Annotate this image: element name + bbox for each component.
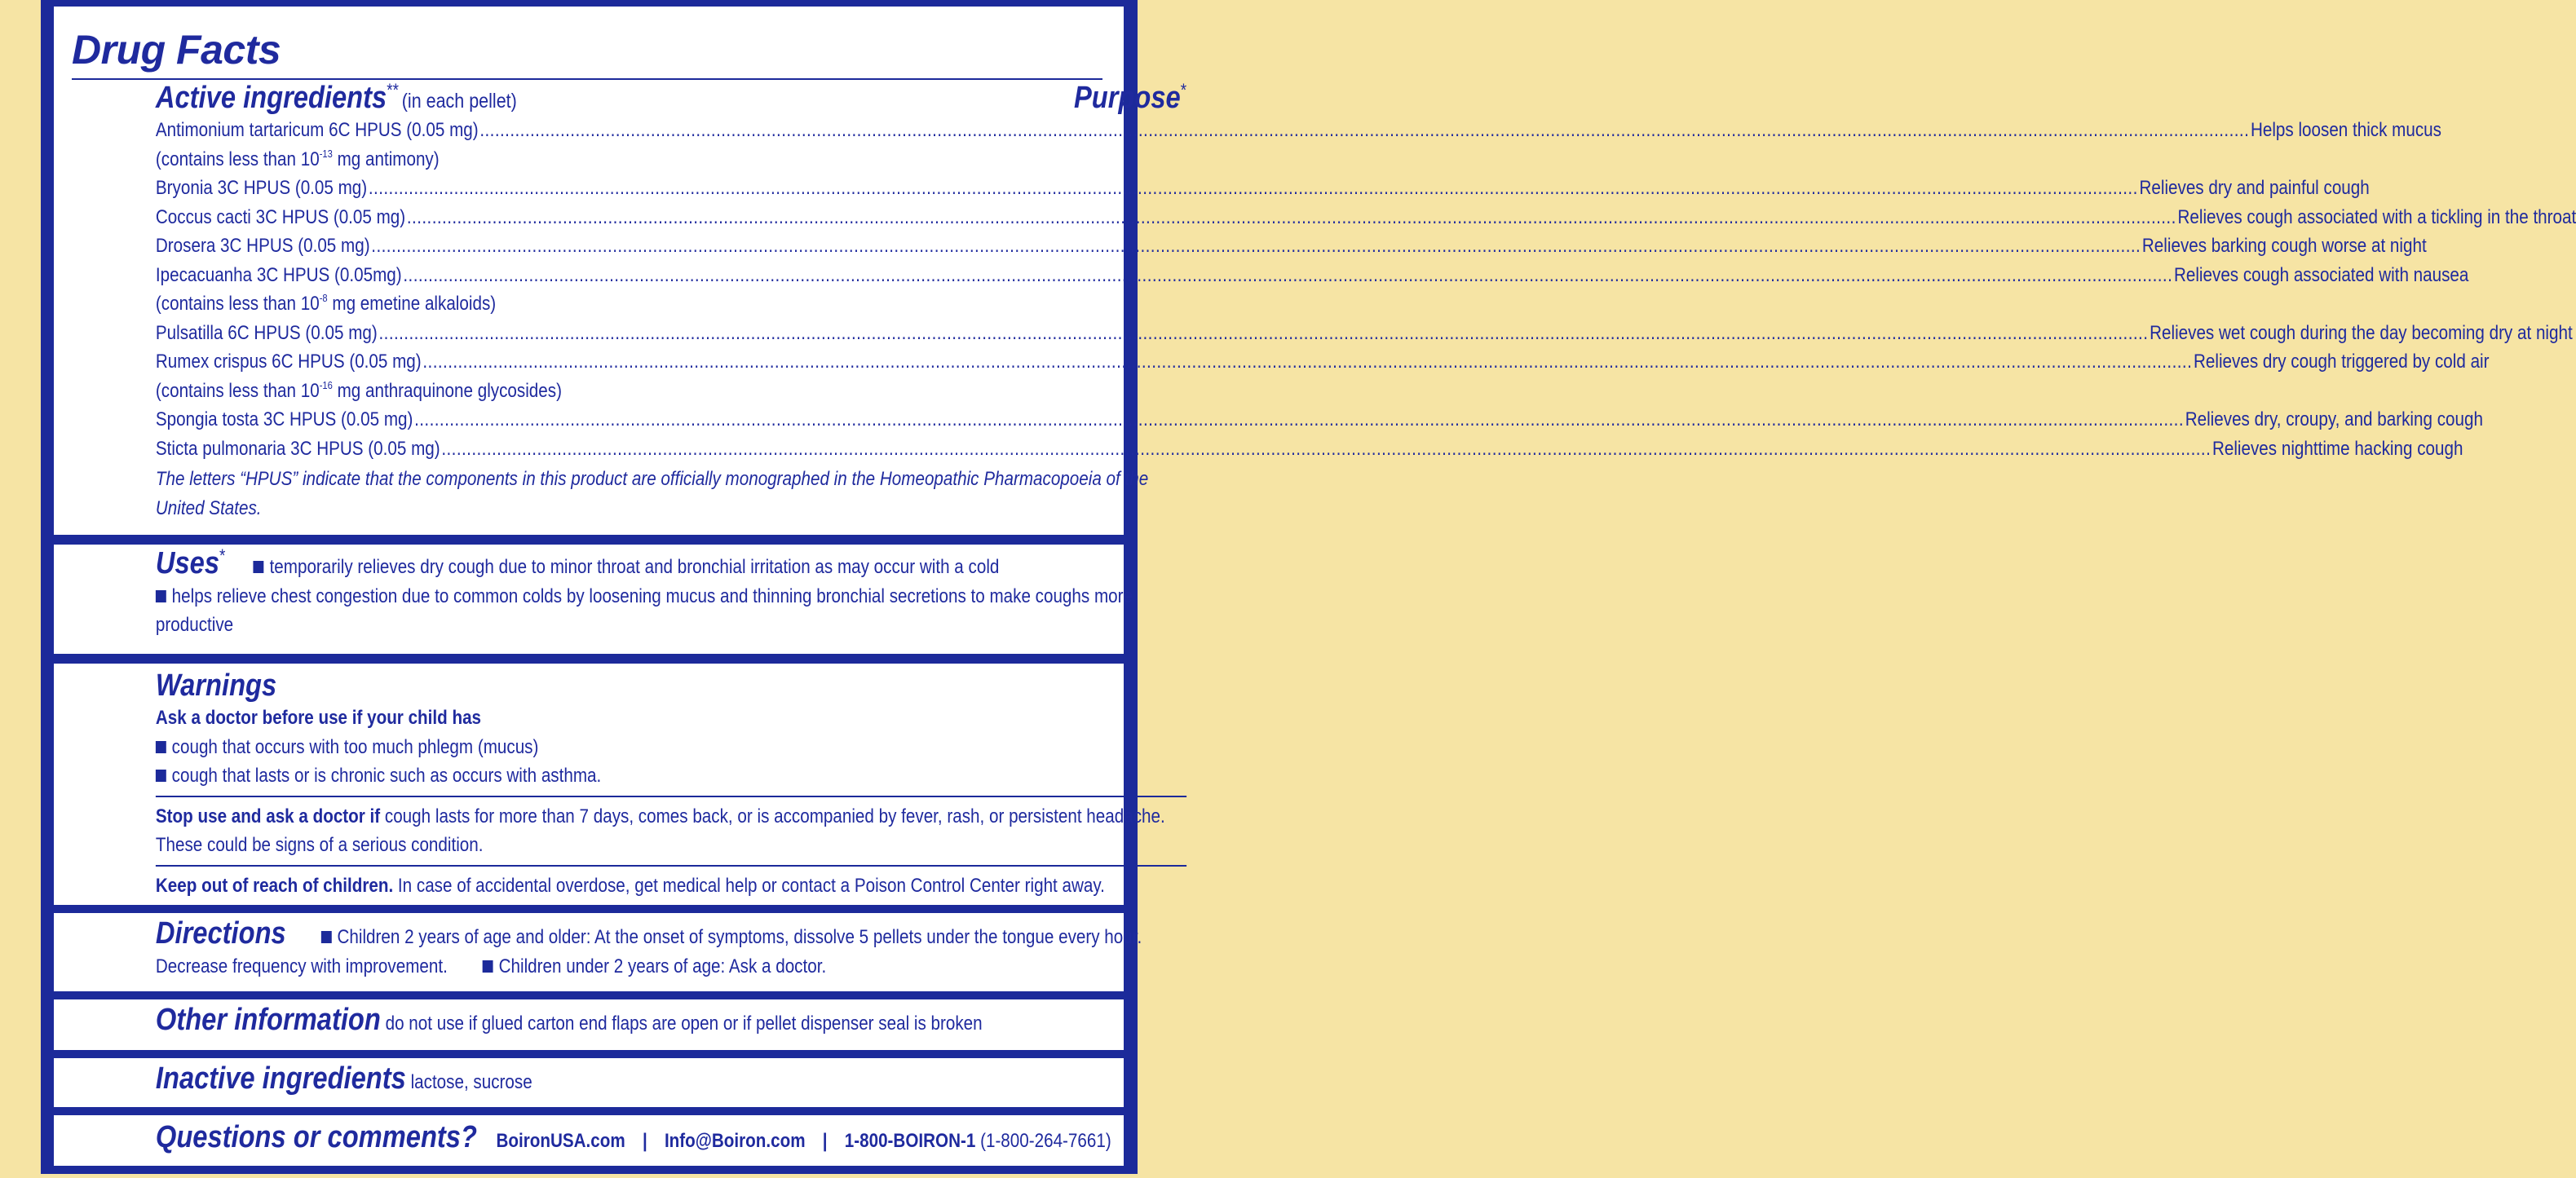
directions-content [155, 916, 1186, 981]
uses-content [155, 545, 1186, 640]
ingredient-row [155, 116, 2441, 145]
ingredient-purpose: Relieves dry cough triggered by cold air [2193, 351, 2490, 373]
directions-item: Children under 2 years of age: Ask a doctor. [498, 955, 827, 977]
questions-heading: Questions or comments? [155, 1120, 477, 1154]
stop-use-text: cough lasts for more than 7 days, comes back, or is accompanied by fever, rash, or persistent headache. These could be signs of a serious condition. [155, 805, 1165, 856]
active-heading-note: (in each pellet) [401, 89, 517, 113]
ingredient-name: Antimonium tartaricum 6C HPUS (0.05 mg) [155, 119, 479, 141]
ingredient-row [155, 232, 2427, 261]
ingredient-name: Drosera 3C HPUS (0.05 mg) [155, 235, 370, 257]
warnings-heading: Warnings [155, 668, 277, 703]
phone-number: (1-800-264-7661) [980, 1130, 1111, 1152]
bullet-square-icon [156, 741, 166, 753]
bullet-square-icon [156, 590, 166, 602]
leader-dots [422, 347, 2192, 377]
warnings-divider [156, 796, 1186, 797]
uses-heading-mark: * [219, 545, 226, 566]
phone-link[interactable]: 1-800-BOIRON-1 [844, 1130, 976, 1152]
ingredient-note: (contains less than $10^{-13}$ mg antimony) [155, 147, 440, 170]
website-link[interactable]: BoironUSA.com [496, 1130, 625, 1152]
leader-dots [378, 319, 2148, 348]
purpose-heading: Purpose [1073, 81, 1181, 115]
leader-dots [407, 203, 2176, 232]
ingredient-purpose: Relieves dry, croupy, and barking cough [2185, 408, 2483, 430]
page-title: Drug Facts [72, 27, 281, 73]
separator: | [822, 1130, 828, 1152]
ingredient-note: (contains less than $10^{-8}$ mg emetine alkaloids) [155, 292, 497, 315]
ingredient-purpose: Relieves dry and painful cough [2139, 177, 2370, 199]
ingredient-row [155, 261, 2469, 290]
purpose-heading-mark: * [1180, 80, 1187, 100]
ingredient-row [155, 347, 2490, 377]
ingredient-name: Coccus cacti 3C HPUS (0.05 mg) [155, 205, 406, 228]
hpus-note: The letters “HPUS” indicate that the components in this product are officially monographed in the Homeopathic Pharmacopoeia of the United States. [155, 468, 1149, 519]
leader-dots [414, 405, 2184, 435]
ingredient-note: (contains less than $10^{-16}$ mg anthraquinone glycosides) [155, 378, 562, 402]
ask-doctor-item: cough that lasts or is chronic such as occurs with asthma. [171, 765, 602, 787]
ingredient-row [155, 174, 2370, 203]
other-heading: Other information [155, 1003, 381, 1037]
warnings-section [54, 664, 1165, 905]
directions-item: Children 2 years of age and older: At the onset of symptoms, dissolve 5 pellets under the tongue every hour. Decrease frequency with improvement. [155, 926, 1142, 977]
ingredient-name: Rumex crispus 6C HPUS (0.05 mg) [155, 351, 422, 373]
warnings-divider [156, 865, 1186, 867]
ingredient-name: Sticta pulmonaria 3C HPUS (0.05 mg) [155, 437, 440, 460]
leader-dots [441, 435, 2211, 464]
ingredient-name: Pulsatilla 6C HPUS (0.05 mg) [155, 321, 378, 344]
bullet-square-icon [321, 931, 332, 943]
drug-facts-panel [41, 0, 2576, 1174]
ingredient-purpose: Helps loosen thick mucus [2250, 119, 2441, 141]
stop-use-label: Stop use and ask a doctor if [155, 805, 381, 827]
directions-heading: Directions [155, 916, 286, 951]
uses-item: temporarily relieves dry cough due to minor throat and bronchial irritation as may occur with a cold [269, 556, 1000, 578]
active-ingredients-section [54, 7, 2576, 535]
ingredient-name: Spongia tosta 3C HPUS (0.05 mg) [155, 408, 413, 430]
leader-dots [371, 232, 2141, 261]
active-heading-mark: ** [387, 79, 399, 100]
warnings-content [156, 668, 1186, 900]
leader-dots [479, 116, 2249, 145]
ingredient-purpose: Relieves barking cough worse at night [2141, 235, 2427, 257]
bullet-square-icon [483, 960, 493, 973]
directions-section [54, 913, 1142, 991]
separator: | [642, 1130, 647, 1152]
ingredient-row [155, 405, 2483, 435]
questions-section [54, 1115, 1124, 1166]
inactive-ingredients-section [54, 1058, 1124, 1107]
ingredient-purpose: Relieves cough associated with nausea [2173, 263, 2469, 286]
ingredient-row [155, 435, 2463, 464]
keep-out-label: Keep out of reach of children. [155, 874, 394, 897]
ingredient-row [155, 203, 2576, 232]
other-content [155, 1003, 1186, 1039]
leader-dots [403, 261, 2172, 290]
active-header-row [156, 80, 1186, 116]
questions-content [155, 1120, 1186, 1156]
inactive-text: lactose, sucrose [410, 1071, 532, 1093]
ingredient-purpose: Relieves nighttime hacking cough [2211, 437, 2463, 460]
bullet-square-icon [156, 770, 166, 782]
ask-doctor-item: cough that occurs with too much phlegm (mucus) [171, 735, 539, 758]
ingredient-purpose: Relieves wet cough during the day becoming dry at night [2150, 321, 2573, 344]
inactive-content [155, 1061, 1186, 1097]
uses-section [54, 545, 1133, 654]
ingredient-name: Bryonia 3C HPUS (0.05 mg) [155, 177, 368, 199]
inactive-heading: Inactive ingredients [155, 1061, 406, 1096]
ingredient-row [155, 319, 2573, 348]
ingredient-purpose: Relieves cough associated with a tickling in the throat [2177, 205, 2576, 228]
active-heading: Active ingredients [155, 80, 387, 115]
uses-item: helps relieve chest congestion due to common colds by loosening mucus and thinning bronchial secretions to make coughs more productive [155, 585, 1133, 636]
other-information-section [54, 999, 1124, 1050]
ingredient-name: Ipecacuanha 3C HPUS (0.05mg) [155, 263, 402, 286]
ask-doctor-heading: Ask a doctor before use if your child has [155, 707, 482, 729]
other-text: do not use if glued carton end flaps are open or if pellet dispenser seal is broken [385, 1013, 983, 1035]
bullet-square-icon [254, 561, 264, 573]
active-content [155, 79, 2576, 523]
keep-out-text: In case of accidental overdose, get medical help or contact a Poison Control Center right away. [393, 874, 1105, 897]
email-link[interactable]: Info@Boiron.com [664, 1130, 806, 1152]
leader-dots [369, 174, 2138, 203]
uses-heading: Uses [155, 546, 220, 580]
